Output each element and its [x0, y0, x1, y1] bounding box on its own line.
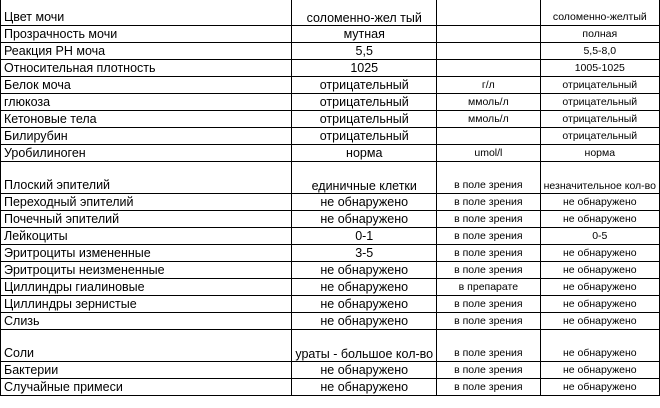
reference-range-cell: не обнаружено [540, 379, 659, 396]
reference-range-cell: не обнаружено [540, 194, 659, 211]
result-value-cell: не обнаружено [292, 362, 437, 379]
unit-cell [437, 26, 540, 43]
unit-cell: в препарате [437, 279, 540, 296]
unit-cell: ммоль/л [437, 111, 540, 128]
test-name-cell: Цвет мочи [1, 0, 292, 26]
result-value-cell: отрицательный [292, 128, 437, 145]
test-name-cell: Билирубин [1, 128, 292, 145]
unit-cell: в поле зрения [437, 296, 540, 313]
table-row [1, 379, 660, 396]
unit-cell [437, 60, 540, 77]
result-value-cell: не обнаружено [292, 279, 437, 296]
reference-range-cell: норма [540, 145, 659, 162]
table-row [1, 111, 660, 128]
unit-cell: в поле зрения [437, 330, 540, 362]
unit-cell [437, 0, 540, 26]
unit-cell: в поле зрения [437, 379, 540, 396]
result-value-cell: единичные клетки [292, 162, 437, 194]
test-name-cell: Почечный эпителий [1, 211, 292, 228]
table-row [1, 245, 660, 262]
test-name-cell: Плоский эпителий [1, 162, 292, 194]
reference-range-cell: отрицательный [540, 94, 659, 111]
result-value-cell: не обнаружено [292, 211, 437, 228]
table-row [1, 60, 660, 77]
unit-cell: в поле зрения [437, 245, 540, 262]
unit-cell: в поле зрения [437, 313, 540, 330]
unit-cell: в поле зрения [437, 194, 540, 211]
result-value-cell: отрицательный [292, 111, 437, 128]
test-name-cell: Соли [1, 330, 292, 362]
test-name-cell: Слизь [1, 313, 292, 330]
table-row [1, 162, 660, 194]
test-name-cell: Циллиндры гиалиновые [1, 279, 292, 296]
result-value-cell: отрицательный [292, 94, 437, 111]
test-name-cell: Прозрачность мочи [1, 26, 292, 43]
table-row [1, 128, 660, 145]
test-name-cell: Реакция РН моча [1, 43, 292, 60]
result-value-cell: не обнаружено [292, 194, 437, 211]
reference-range-cell: отрицательный [540, 77, 659, 94]
test-name-cell: Случайные примеси [1, 379, 292, 396]
test-name-cell: Лейкоциты [1, 228, 292, 245]
unit-cell: г/л [437, 77, 540, 94]
reference-range-cell: не обнаружено [540, 211, 659, 228]
result-value-cell: ураты - большое кол-во [292, 330, 437, 362]
table-row [1, 145, 660, 162]
reference-range-cell: 0-5 [540, 228, 659, 245]
test-name-cell: Уробилиноген [1, 145, 292, 162]
result-value-cell: 0-1 [292, 228, 437, 245]
reference-range-cell: не обнаружено [540, 330, 659, 362]
reference-range-cell: незначительное кол-во [540, 162, 659, 194]
unit-cell: ммоль/л [437, 94, 540, 111]
table-row [1, 77, 660, 94]
result-value-cell: отрицательный [292, 77, 437, 94]
reference-range-cell: соломенно-желтый [540, 0, 659, 26]
test-name-cell: Кетоновые тела [1, 111, 292, 128]
result-value-cell: 3-5 [292, 245, 437, 262]
reference-range-cell: полная [540, 26, 659, 43]
table-row [1, 0, 660, 26]
table-row [1, 279, 660, 296]
unit-cell: в поле зрения [437, 362, 540, 379]
test-name-cell: Относительная плотность [1, 60, 292, 77]
reference-range-cell: отрицательный [540, 128, 659, 145]
table-row [1, 194, 660, 211]
test-name-cell: глюкоза [1, 94, 292, 111]
unit-cell: в поле зрения [437, 211, 540, 228]
table-row [1, 330, 660, 362]
reference-range-cell: не обнаружено [540, 296, 659, 313]
unit-cell [437, 43, 540, 60]
table-row [1, 43, 660, 60]
test-name-cell: Переходный эпителий [1, 194, 292, 211]
unit-cell: umol/l [437, 145, 540, 162]
table-row [1, 362, 660, 379]
test-name-cell: Циллиндры зернистые [1, 296, 292, 313]
reference-range-cell: не обнаружено [540, 362, 659, 379]
table-row [1, 94, 660, 111]
table-row [1, 228, 660, 245]
test-name-cell: Эритроциты измененные [1, 245, 292, 262]
unit-cell: в поле зрения [437, 262, 540, 279]
test-name-cell: Бактерии [1, 362, 292, 379]
reference-range-cell: не обнаружено [540, 245, 659, 262]
reference-range-cell: не обнаружено [540, 313, 659, 330]
result-value-cell: не обнаружено [292, 262, 437, 279]
result-value-cell: не обнаружено [292, 313, 437, 330]
result-value-cell: норма [292, 145, 437, 162]
result-value-cell: мутная [292, 26, 437, 43]
test-name-cell: Белок моча [1, 77, 292, 94]
result-value-cell: не обнаружено [292, 296, 437, 313]
table-row [1, 211, 660, 228]
unit-cell: в поле зрения [437, 162, 540, 194]
unit-cell [437, 128, 540, 145]
result-value-cell: 1025 [292, 60, 437, 77]
result-value-cell: не обнаружено [292, 379, 437, 396]
table-row [1, 313, 660, 330]
reference-range-cell: отрицательный [540, 111, 659, 128]
reference-range-cell: не обнаружено [540, 279, 659, 296]
test-name-cell: Эритроциты неизмененные [1, 262, 292, 279]
urinalysis-table-body [1, 0, 660, 396]
reference-range-cell: 1005-1025 [540, 60, 659, 77]
result-value-cell: соломенно-жел тый [292, 0, 437, 26]
table-row [1, 296, 660, 313]
table-row [1, 262, 660, 279]
reference-range-cell: 5,5-8,0 [540, 43, 659, 60]
reference-range-cell: не обнаружено [540, 262, 659, 279]
table-row [1, 26, 660, 43]
unit-cell: в поле зрения [437, 228, 540, 245]
result-value-cell: 5,5 [292, 43, 437, 60]
